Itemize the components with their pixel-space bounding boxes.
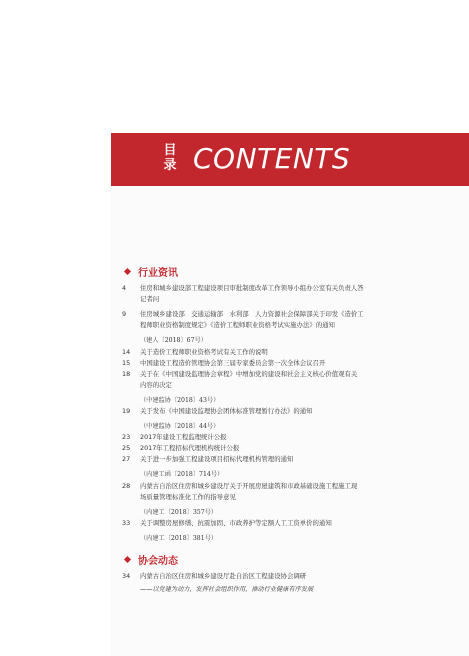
section-title: 行业资讯 — [138, 268, 178, 279]
contents-banner — [111, 133, 469, 186]
diamond-icon — [124, 268, 131, 275]
page-number: 27 — [122, 455, 131, 463]
banner-title-en: CONTENTS — [193, 142, 351, 175]
page-number: 28 — [122, 482, 131, 490]
entry-title-line: 2017年建设工程监理统计公报 — [140, 433, 227, 441]
document-number: （内建工〔2018〕381号） — [140, 535, 218, 542]
page-number: 15 — [122, 359, 131, 367]
entry-title-line: 住房城乡建设部 交通运输部 水利部 人力资源社会保障部关于印发《造价工 — [140, 310, 364, 318]
diamond-icon — [124, 556, 131, 563]
page-number: 14 — [122, 348, 131, 356]
entry-title-line: 关于进一步加强工程建设项目招标代理机构管理的通知 — [140, 455, 294, 463]
page-number: 9 — [122, 310, 127, 318]
page-number: 25 — [122, 444, 131, 452]
entry-title-line: 程师职业资格制度规定》《造价工程师职业资格考试实施办法》的通知 — [140, 321, 335, 329]
top-blank-area — [110, 0, 469, 133]
page-number: 34 — [122, 572, 131, 580]
section-title: 协会动态 — [138, 556, 178, 567]
document-number: （中建监协〔2018〕44号） — [140, 423, 220, 430]
page-number: 4 — [122, 284, 127, 292]
entry-subtitle: ——以党建为动力，发挥社会组织作用，推动行业健康有序发展 — [140, 586, 314, 593]
section-heading — [125, 552, 178, 567]
section-heading — [125, 264, 178, 279]
entry-title-line: 关于在《中国建设监理协会章程》中增加党的建设和社会主义核心价值观有关 — [140, 370, 358, 378]
entry-title-line: 记者问 — [140, 295, 160, 303]
entry-title-line: 住房和城乡建设部工程建设项目审批制度改革工作领导小组办公室有关负责人答 — [140, 284, 364, 292]
banner-title-zh: 目录 — [163, 143, 177, 173]
page-number: 18 — [122, 370, 131, 378]
entry-title-line: 关于发布《中国建设监理协会团体标准管理暂行办法》的通知 — [140, 407, 313, 415]
entry-title-line: 中国建设工程造价管理协会第三届专家委员会第一次全体会议召开 — [140, 359, 326, 367]
page-number: 33 — [122, 519, 131, 527]
page-number: 19 — [122, 407, 131, 415]
document-number: （内建工函〔2018〕714号） — [140, 471, 224, 478]
entry-title-line: 2017年工程招标代理机构统计公报 — [140, 444, 240, 452]
page-number: 23 — [122, 433, 131, 441]
document-number: （中建监协〔2018〕43号） — [140, 397, 220, 404]
entry-title-line: 关于造价工程师职业资格考试有关工作的说明 — [140, 348, 268, 356]
document-number: （内建工〔2018〕357号） — [140, 509, 218, 516]
entry-title-line: 关于调整房屋修缮、抗震加固、市政养护等定额人工工资单价的通知 — [140, 519, 332, 527]
left-margin — [0, 0, 110, 656]
entry-title-line: 内蒙古自治区住房和城乡建设厅关于开展房屋建筑和市政基础设施工程施工现 — [140, 482, 358, 490]
document-number: （建人〔2018〕67号） — [140, 337, 207, 344]
entry-title-line: 内容的决定 — [140, 381, 172, 389]
entry-title-line: 内蒙古自治区住房和城乡建设厅赴自治区工程建设协会调研 — [140, 572, 307, 580]
entry-title-line: 场质量管理标准化工作的指导意见 — [140, 493, 236, 501]
